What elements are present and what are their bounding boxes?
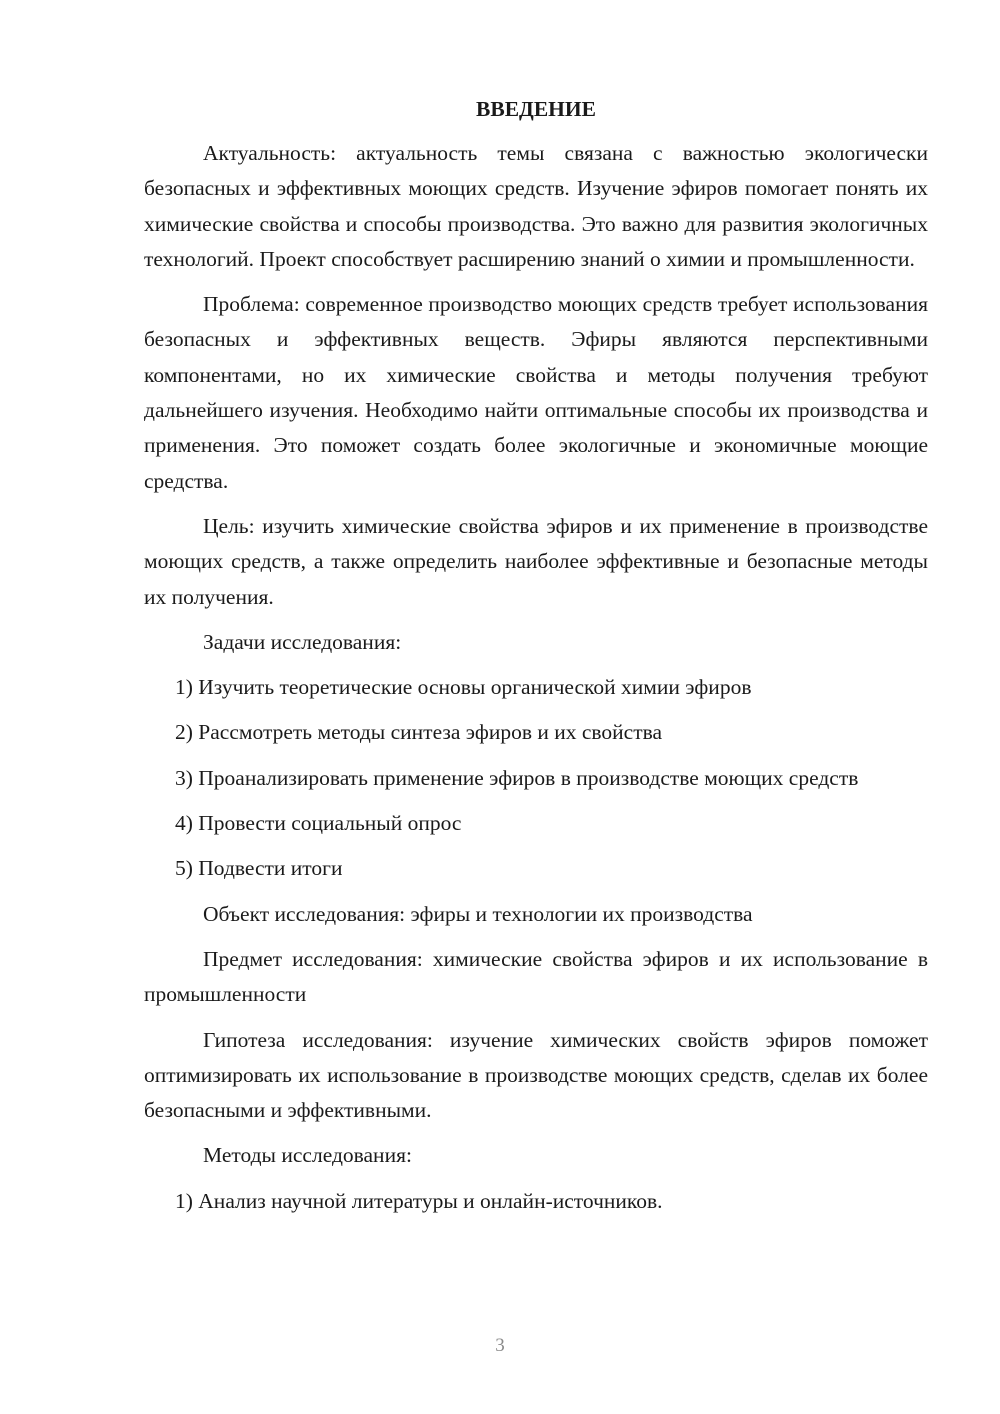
section-heading: ВВЕДЕНИЕ [476,97,596,121]
task-item-5: 5) Подвести итоги [175,856,343,881]
problem-paragraph: Проблема: современное производство моющих средств требует использования безопасных и эффективных веществ. Эфиры являются перспективными компонентами, но их химические свойства и методы получения требуют дальнейшего изучения. Необходимо найти оптимальные способы их производства и применения. Это поможет создать более экологичные и экономичные моющие средства. [144,292,928,493]
page-number: 3 [495,1335,505,1356]
object-paragraph: Объект исследования: эфиры и технологии их производства [203,901,753,926]
relevance-paragraph: Актуальность: актуальность темы связана с важностью экологически безопасных и эффективных моющих средств. Изучение эфиров помогает понять их химические свойства и способы производства. Это важно для развития экологичных технологий. Проект способствует расширению знаний о химии и промышленности. [144,141,928,271]
subject-paragraph: Предмет исследования: химические свойства эфиров и их использование в промышленности [144,946,928,1007]
task-item-1: 1) Изучить теоретические основы органической химии эфиров [175,675,752,700]
task-item-3: 3) Проанализировать применение эфиров в производстве моющих средств [175,765,859,790]
hypothesis-paragraph: Гипотеза исследования: изучение химических свойств эфиров поможет оптимизировать их использование в производстве моющих средств, сделав их более безопасными и эффективными. [144,1027,928,1123]
document-page [144,92,928,1219]
task-item-4: 4) Провести социальный опрос [175,811,462,836]
methods-title: Методы исследования: [203,1143,412,1168]
task-item-2: 2) Рассмотреть методы синтеза эфиров и их свойства [175,720,663,745]
method-item-1: 1) Анализ научной литературы и онлайн-источников. [175,1188,663,1213]
goal-paragraph: Цель: изучить химические свойства эфиров и их применение в производстве моющих средств, а также определить наиболее эффективные и безопасные методы их получения. [144,513,928,609]
tasks-title: Задачи исследования: [203,629,402,654]
